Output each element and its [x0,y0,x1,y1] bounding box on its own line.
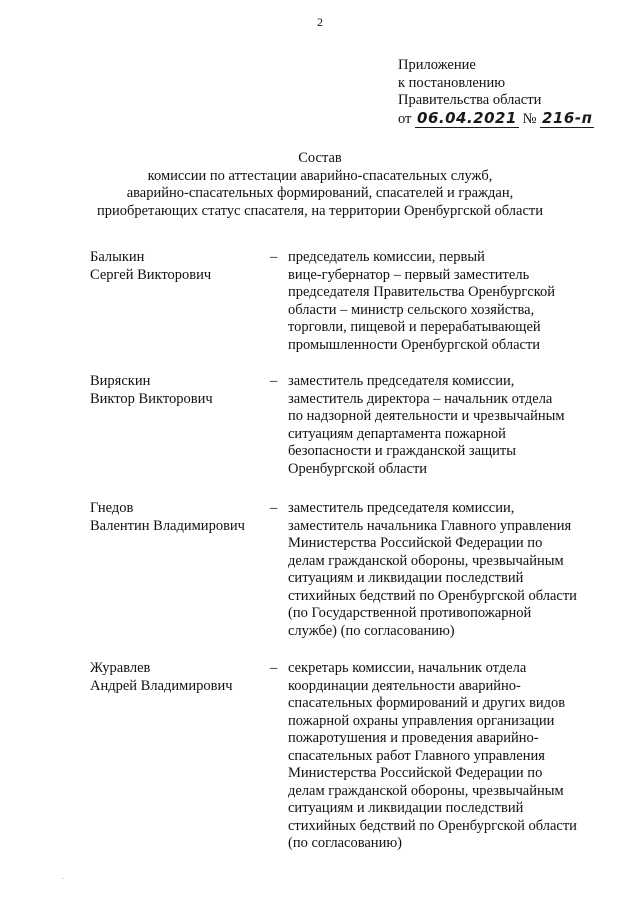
role-line: заместитель председателя комиссии, [288,373,515,389]
role-line: стихийных бедствий по Оренбургской области [288,817,577,834]
page-number: 2 [317,15,323,29]
role-line: пожаротушения и проведения аварийно- [288,730,539,746]
member-dash: – [270,500,278,516]
number-sign: № [522,110,537,127]
role-line: Оренбургской области [288,460,428,477]
role-line: заместитель директора – начальник отдела [288,390,553,407]
role-line: по надзорной деятельности и чрезвычайным [288,408,565,424]
appendix-line-3: Правительства области [398,92,542,108]
member-role [288,249,613,354]
role-line: области – министр сельского хозяйства, [288,301,535,318]
role-line: промышленности Оренбургской области [288,336,541,353]
role-line: заместитель начальника Главного управления [288,517,572,534]
role-line: пожарной охраны управления организации [288,712,555,729]
title-line-3: приобретающих статус спасателя, на территории Оренбургской области [96,202,544,219]
role-line: Министерства Российской Федерации по [288,535,543,551]
role-line: секретарь комиссии, начальник отдела [288,660,527,676]
appendix-line-1: Приложение [398,57,476,73]
scan-speck: . [62,872,64,881]
role-line: торговли, пищевой и перерабатывающей [288,319,541,335]
title-line-2: аварийно-спасательных формирований, спасателей и граждан, [126,185,514,201]
member-surname: Гнедов [90,500,134,516]
appendix-date-line [398,110,594,129]
role-line: председатель комиссии, первый [288,249,485,265]
member-given-name: Андрей Владимирович [90,677,233,694]
role-line: спасательных работ Главного управления [288,747,545,764]
role-line: службе) (по согласованию) [288,622,455,639]
title-line-1: комиссии по аттестации аварийно-спасательных служб, [147,167,493,184]
handwritten-number: 216-п [542,108,593,127]
title-heading: Состав [298,150,342,166]
member-dash: – [270,249,278,265]
role-line: (по Государственной противопожарной [288,605,532,621]
member-name [90,660,270,695]
member-surname: Балыкин [90,249,145,265]
role-line: председателя Правительства Оренбургской [288,284,556,300]
member-role [288,660,613,853]
member-dash: – [270,373,278,389]
role-line: делам гражданской обороны, чрезвычайным [288,782,564,799]
member-surname: Журавлев [90,660,151,676]
member-role [288,373,613,478]
member-dash: – [270,660,278,676]
role-line: ситуациям департамента пожарной [288,425,506,442]
role-line: заместитель председателя комиссии, [288,500,515,516]
role-line: ситуациям и ликвидации последствий [288,800,524,816]
role-line: ситуациям и ликвидации последствий [288,570,524,586]
member-name [90,500,270,535]
appendix-header [398,57,594,128]
member-surname: Виряскин [90,373,151,389]
role-line: (по согласованию) [288,835,402,851]
role-line: спасательных формирований и других видов [288,695,566,711]
member-name [90,249,270,284]
handwritten-date: 06.04.2021 [417,108,517,127]
role-line: вице-губернатор – первый заместитель [288,266,530,283]
member-role [288,500,613,640]
role-line: Министерства Российской Федерации по [288,765,543,781]
member-given-name: Валентин Владимирович [90,517,245,534]
member-given-name: Виктор Викторович [90,390,213,407]
member-given-name: Сергей Викторович [90,266,212,283]
date-prefix: от [398,110,412,127]
role-line: безопасности и гражданской защиты [288,443,517,459]
role-line: делам гражданской обороны, чрезвычайным [288,552,564,569]
role-line: координации деятельности аварийно- [288,677,521,694]
member-name [90,373,270,408]
role-line: стихийных бедствий по Оренбургской области [288,587,577,604]
appendix-line-2: к постановлению [398,74,506,91]
document-title [0,150,640,220]
